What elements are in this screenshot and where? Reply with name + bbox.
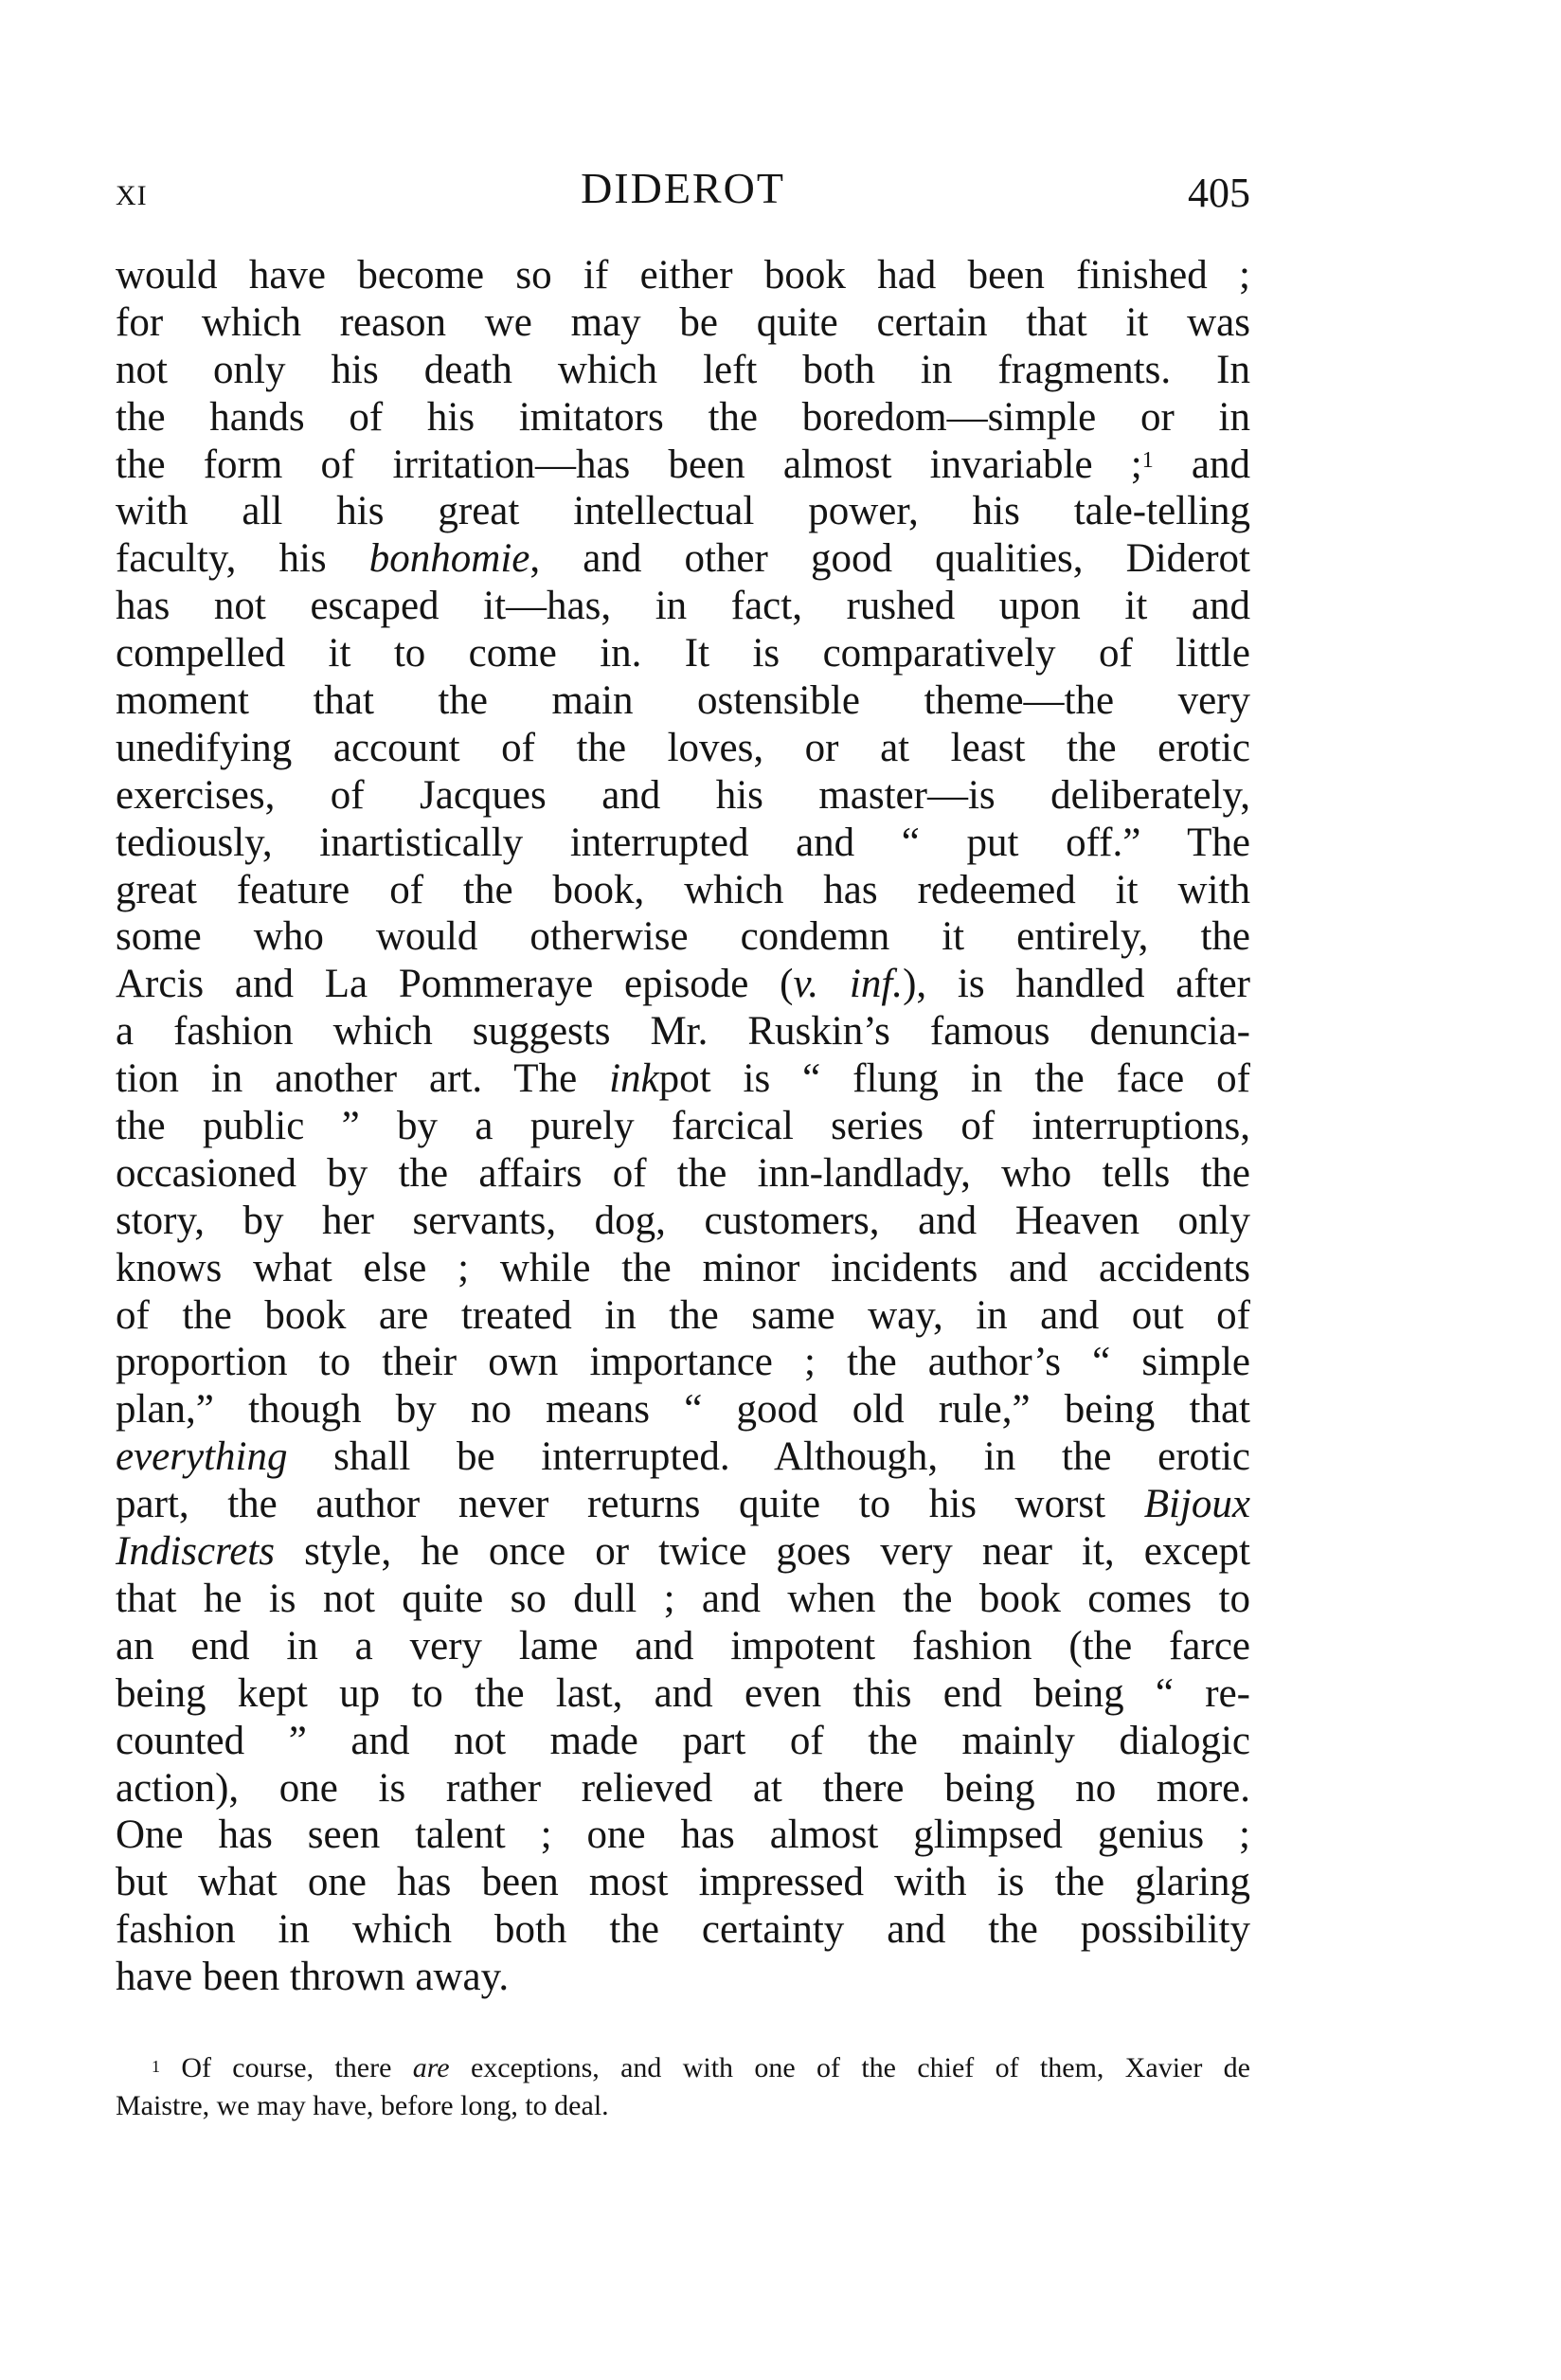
chapter-number: XI bbox=[116, 180, 148, 211]
text-line bbox=[116, 1103, 1250, 1150]
italic-text: everything bbox=[116, 1434, 288, 1480]
text-line bbox=[116, 1292, 1250, 1340]
text-line bbox=[116, 1339, 1250, 1386]
text-line bbox=[116, 583, 1250, 630]
text-line bbox=[116, 1576, 1250, 1623]
text-line bbox=[116, 1718, 1250, 1765]
text-line bbox=[116, 1386, 1250, 1433]
text-line bbox=[116, 1150, 1250, 1198]
text-run: style, he once or twice goes very near it, except bbox=[275, 1529, 1250, 1575]
text-run: faculty, his bbox=[116, 536, 369, 582]
text-run: unedifying account of the loves, or at least the erotic bbox=[116, 725, 1250, 770]
text-run: the hands of his imitators the boredom—simple or in bbox=[116, 394, 1250, 440]
text-run: action), one is rather relieved at there being no more. bbox=[116, 1765, 1250, 1811]
text-line bbox=[116, 1670, 1250, 1718]
text-line bbox=[116, 1528, 1250, 1576]
text-run: the public ” by a purely farcical series of interruptions, bbox=[116, 1104, 1250, 1149]
text-run: compelled it to come in. It is comparatively of little bbox=[116, 631, 1250, 676]
text-line bbox=[116, 1812, 1250, 1859]
text-run: moment that the main ostensible theme—the very bbox=[116, 678, 1250, 724]
text-line bbox=[116, 1765, 1250, 1812]
text-run: the form of irritation—has been almost invariable ; bbox=[116, 442, 1142, 487]
text-run: Maistre, we may have, before long, to deal. bbox=[116, 2090, 609, 2121]
text-line bbox=[116, 299, 1250, 347]
text-run: but what one has been most impressed with is the glaring bbox=[116, 1860, 1250, 1905]
running-header bbox=[116, 163, 1250, 220]
text-run: some who would otherwise condemn it entirely, the bbox=[116, 914, 1250, 960]
text-run: pot is “ flung in the face of bbox=[658, 1056, 1250, 1102]
text-run: have been thrown away. bbox=[116, 1955, 510, 2000]
text-line bbox=[116, 1859, 1250, 1906]
text-run: counted ” and not made part of the mainly dialogic bbox=[116, 1718, 1250, 1763]
text-run: has not escaped it—has, in fact, rushed upon it and bbox=[116, 584, 1250, 629]
text-run: that he is not quite so dull ; and when the book comes to bbox=[116, 1576, 1250, 1621]
body-text bbox=[116, 252, 1250, 2001]
text-run: proportion to their own importance ; the author’s “ simple bbox=[116, 1340, 1250, 1385]
footnote-line bbox=[116, 2049, 1250, 2087]
text-line bbox=[116, 725, 1250, 772]
text-line bbox=[116, 535, 1250, 583]
text-line bbox=[116, 1008, 1250, 1055]
italic-text: ink bbox=[609, 1056, 659, 1102]
text-line bbox=[116, 820, 1250, 867]
italic-text: are bbox=[412, 2052, 450, 2083]
footnote-marker: 1 bbox=[152, 2057, 160, 2076]
text-line bbox=[116, 347, 1250, 394]
footnote-line bbox=[116, 2087, 1250, 2125]
text-line bbox=[116, 1198, 1250, 1245]
text-run: ), is handled after bbox=[903, 962, 1250, 1007]
text-line bbox=[116, 252, 1250, 299]
footnote-marker: 1 bbox=[1141, 447, 1154, 473]
text-run: being kept up to the last, and even this end being “ re- bbox=[116, 1670, 1250, 1716]
text-run: and bbox=[1153, 442, 1250, 487]
text-run: would have become so if either book had been finished ; bbox=[116, 253, 1250, 298]
text-run: for which reason we may be quite certain that it was bbox=[116, 299, 1250, 345]
page-number: 405 bbox=[1188, 170, 1250, 216]
text-line bbox=[116, 1433, 1250, 1481]
running-title: DIDEROT bbox=[581, 164, 785, 212]
text-run: of the book are treated in the same way, in and out of bbox=[116, 1292, 1250, 1338]
text-run: knows what else ; while the minor incidents and accidents bbox=[116, 1245, 1250, 1290]
text-run: plan,” though by no means “ good old rule,” being that bbox=[116, 1387, 1250, 1433]
text-line bbox=[116, 1055, 1250, 1103]
text-run: Arcis and La Pommeraye episode ( bbox=[116, 962, 794, 1007]
text-run: part, the author never returns quite to his worst bbox=[116, 1482, 1144, 1527]
text-line bbox=[116, 1245, 1250, 1292]
text-run: exceptions, and with one of the chief of them, Xavier de bbox=[449, 2052, 1250, 2083]
text-run: story, by her servants, dog, customers, and Heaven only bbox=[116, 1198, 1250, 1243]
text-run: , and other good qualities, Diderot bbox=[529, 536, 1250, 582]
text-line bbox=[116, 772, 1250, 820]
text-line bbox=[116, 867, 1250, 914]
text-line bbox=[116, 913, 1250, 961]
text-run: One has seen talent ; one has almost glimpsed genius ; bbox=[116, 1812, 1250, 1858]
footnote bbox=[116, 2049, 1250, 2125]
text-line bbox=[116, 961, 1250, 1008]
text-line bbox=[116, 630, 1250, 677]
text-run: great feature of the book, which has redeemed it with bbox=[116, 867, 1250, 912]
text-run: tion in another art. The bbox=[116, 1056, 610, 1102]
text-run: exercises, of Jacques and his master—is deliberately, bbox=[116, 772, 1250, 818]
italic-text: Bijoux bbox=[1143, 1482, 1250, 1527]
italic-text: Indiscrets bbox=[116, 1529, 275, 1575]
text-run: Of course, there bbox=[160, 2052, 413, 2083]
italic-text: v. inf. bbox=[793, 962, 904, 1007]
text-line bbox=[116, 1906, 1250, 1954]
text-line bbox=[116, 394, 1250, 442]
text-line bbox=[116, 1954, 1250, 2001]
text-line bbox=[116, 677, 1250, 725]
text-run: tediously, inartistically interrupted and “ put off.” The bbox=[116, 820, 1250, 865]
text-line bbox=[116, 442, 1250, 489]
text-run: occasioned by the affairs of the inn-landlady, who tells the bbox=[116, 1150, 1250, 1196]
text-line bbox=[116, 1623, 1250, 1670]
text-run: with all his great intellectual power, his tale-telling bbox=[116, 489, 1250, 534]
text-run: a fashion which suggests Mr. Ruskin’s famous denuncia- bbox=[116, 1009, 1250, 1055]
text-line bbox=[116, 1481, 1250, 1528]
text-run: an end in a very lame and impotent fashion (the farce bbox=[116, 1623, 1250, 1668]
text-run: shall be interrupted. Although, in the erotic bbox=[287, 1434, 1250, 1480]
italic-text: bonhomie bbox=[368, 536, 530, 582]
text-line bbox=[116, 488, 1250, 535]
text-run: fashion in which both the certainty and the possibility bbox=[116, 1907, 1250, 1953]
text-run: not only his death which left both in fragments. In bbox=[116, 347, 1250, 392]
